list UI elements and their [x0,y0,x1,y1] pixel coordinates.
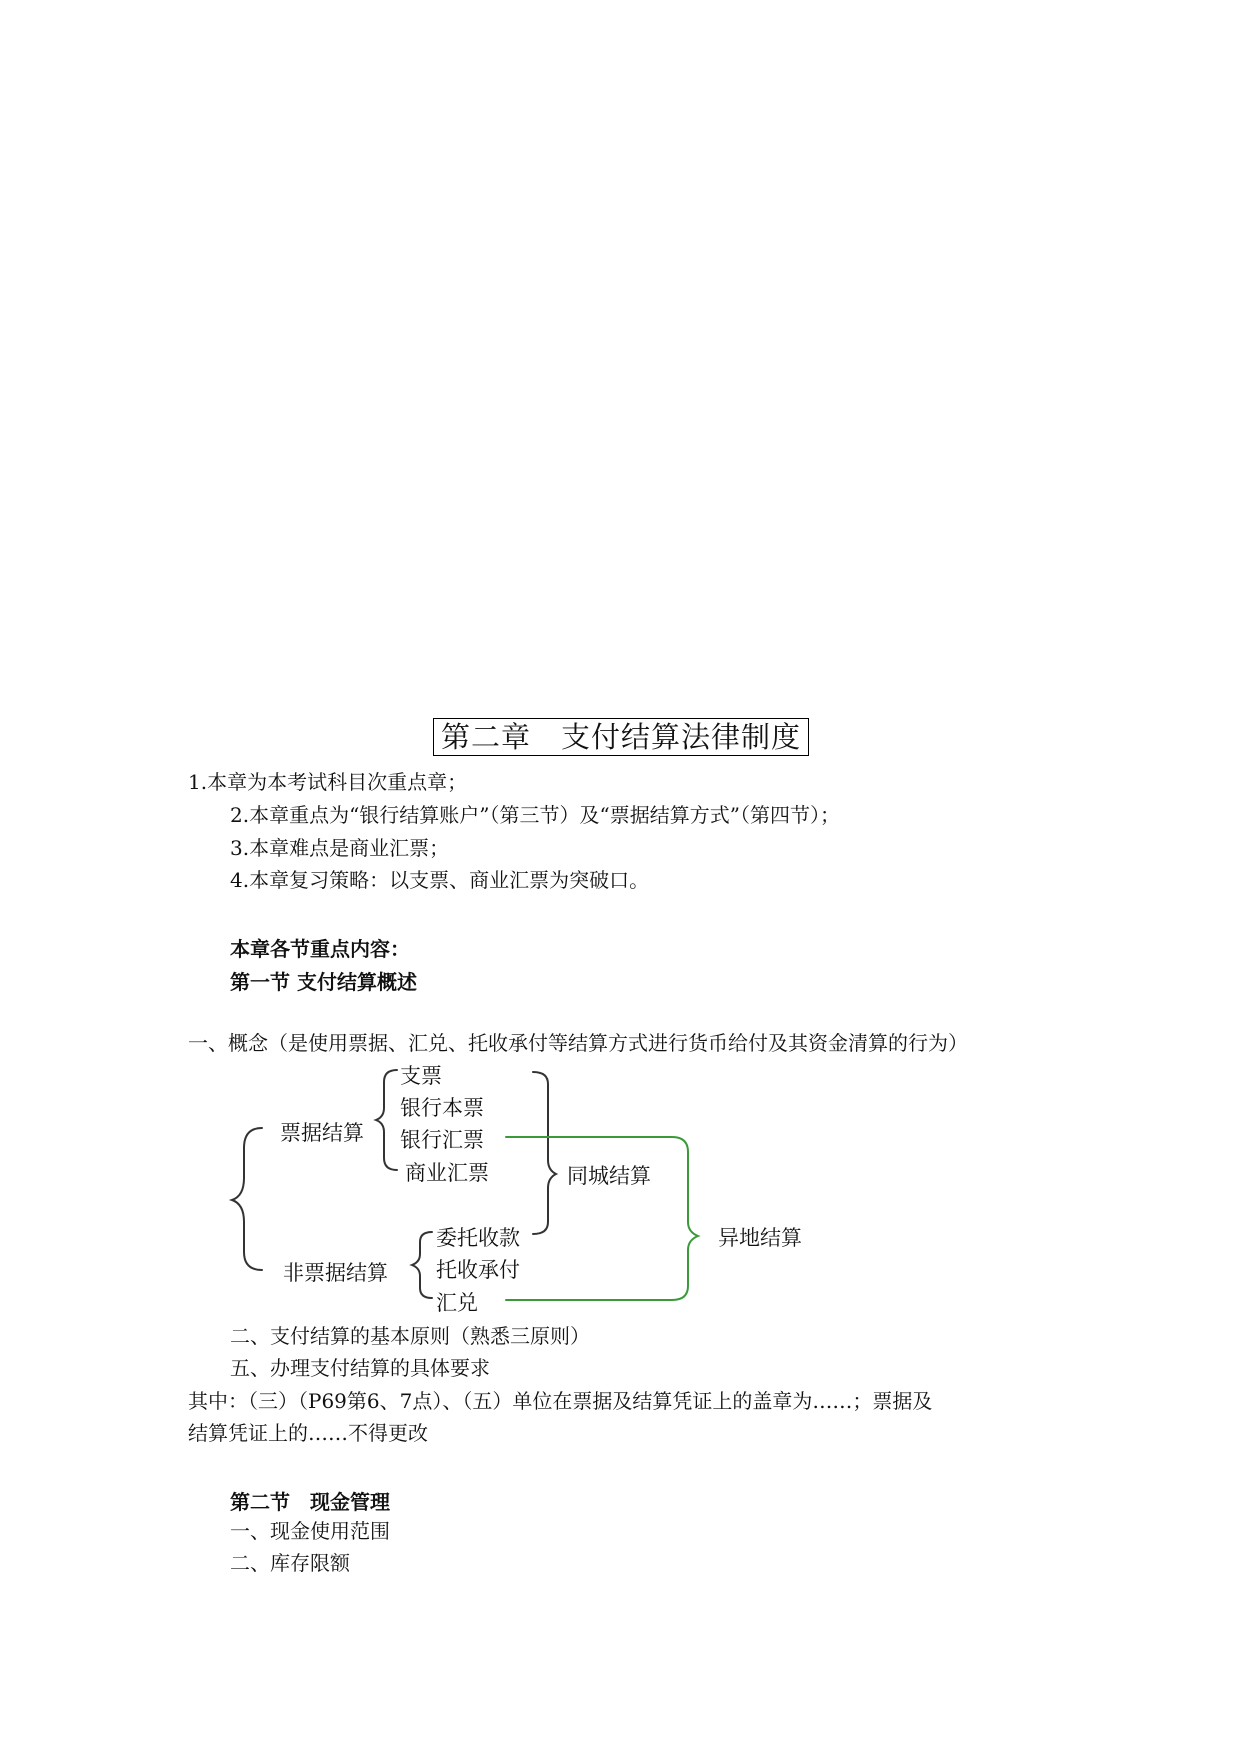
bill-brace [376,1070,397,1170]
nonbill-item-collection: 委托收款 [436,1226,520,1250]
nonbill-item-remittance: 汇兑 [436,1291,478,1315]
section2-heading: 第二节 现金管理 [230,1490,390,1514]
intro-item-1: 1.本章为本考试科目次重点章； [188,770,468,794]
group-nonbill-label: 非票据结算 [283,1261,388,1285]
bill-item-check: 支票 [400,1064,442,1088]
section1-item-concept: 一、概念（是使用票据、汇兑、托收承付等结算方式进行货币给付及其资金清算的行为） [188,1031,968,1055]
same-city-label: 同城结算 [567,1164,651,1188]
section1-note-line2: 结算凭证上的……不得更改 [188,1421,428,1445]
same-city-brace [533,1072,556,1234]
bill-item-commercial-draft: 商业汇票 [405,1161,489,1185]
intro-item-2: 2.本章重点为“银行结算账户”（第三节）及“票据结算方式”（第四节）； [230,803,840,827]
nonbill-item-collection-acceptance: 托收承付 [436,1258,520,1282]
nonbill-brace [412,1232,432,1298]
section2-item-cash-limit: 二、库存限额 [230,1551,350,1575]
intro-item-3: 3.本章难点是商业汇票； [230,836,450,860]
chapter-title: 第二章 支付结算法律制度 [433,718,809,756]
section1-heading: 第一节 支付结算概述 [230,970,417,994]
group-bill-label: 票据结算 [280,1121,364,1145]
bill-item-bank-draft: 银行汇票 [400,1128,484,1152]
intro-item-4: 4.本章复习策略：以支票、商业汇票为突破口。 [230,868,650,892]
section1-note-line1: 其中：（三）（P69第6、7点）、（五）单位在票据及结算凭证上的盖章为……；票据及 [188,1389,933,1413]
section-overview-heading: 本章各节重点内容： [230,937,410,961]
main-brace [232,1128,262,1270]
section2-item-cash-scope: 一、现金使用范围 [230,1519,390,1543]
section1-item-requirements: 五、办理支付结算的具体要求 [230,1356,490,1380]
remote-label: 异地结算 [718,1226,802,1250]
section1-item-principles: 二、支付结算的基本原则（熟悉三原则） [230,1324,590,1348]
bill-item-cashier-check: 银行本票 [400,1096,484,1120]
